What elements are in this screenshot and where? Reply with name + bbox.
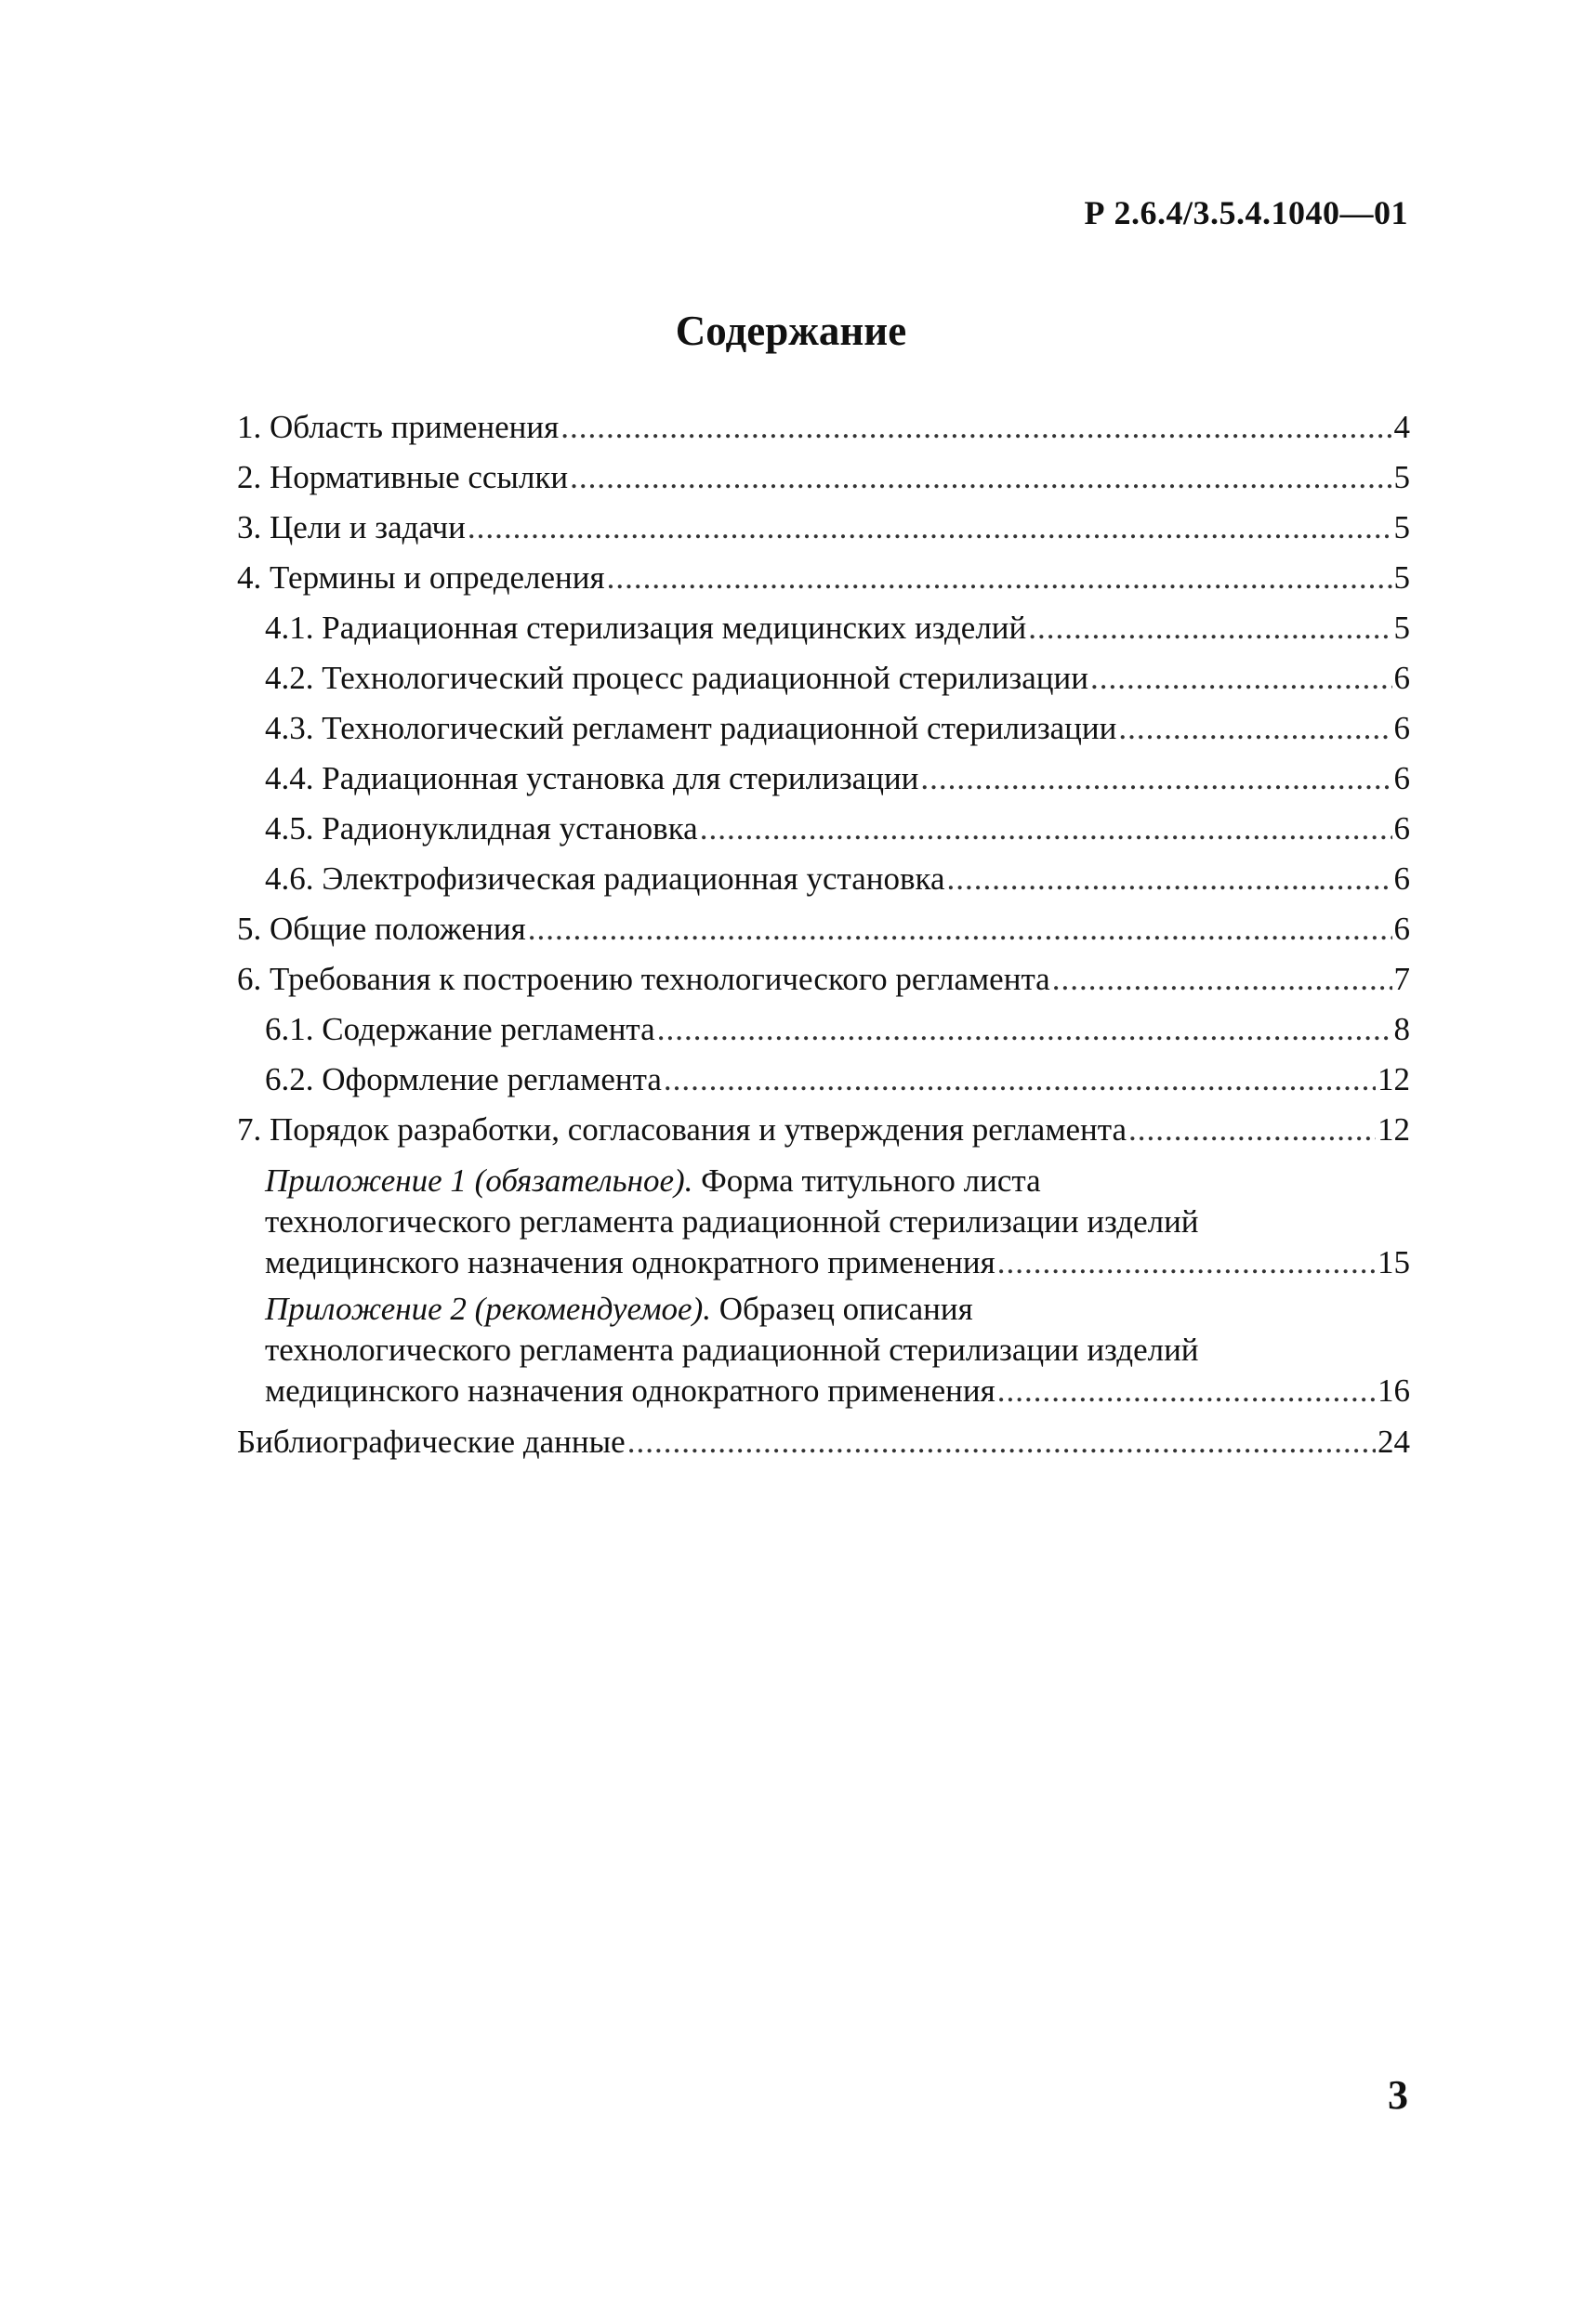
toc-entry-4-1[interactable] [237,603,1410,653]
appendix-heading: Приложение 1 (обязательное). [265,1162,693,1199]
toc-entry-page: 8 [1393,1011,1410,1047]
dot-leader [997,1242,1376,1283]
toc-entry-page: 5 [1393,559,1410,596]
toc-entry-4-2[interactable] [237,653,1410,703]
dot-leader [607,553,1392,603]
toc-entry-label: 3. Цели и задачи [237,509,466,545]
appendix-heading: Приложение 2 (рекомендуемое). [265,1291,711,1327]
toc-entry-label: 4.4. Радиационная установка для стерилизации [265,760,919,796]
document-code: Р 2.6.4/3.5.4.1040—01 [1084,194,1408,231]
dot-leader [664,1055,1376,1105]
toc-entry-page: 16 [1378,1372,1410,1409]
toc-entry-label: 6.2. Оформление регламента [265,1061,662,1097]
toc-entry-4-3[interactable] [237,703,1410,754]
page-title: Содержание [675,308,907,354]
appendix-last-line [265,1242,1410,1283]
appendix-title-line [265,1161,1410,1201]
toc-entry-label: 5. Общие положения [237,911,526,947]
toc-entry-requirements[interactable] [237,954,1410,1004]
toc-entry-label: Библиографические данные [237,1424,626,1460]
toc-entry-4-6[interactable] [237,854,1410,904]
dot-leader [1090,653,1392,703]
dot-leader [468,503,1392,553]
toc-entry-page: 6 [1393,710,1410,746]
toc-entry-label: медицинского назначения однократного применения [265,1244,995,1280]
dot-leader [657,1004,1392,1055]
toc-entry-label: 4.2. Технологический процесс радиационной стерилизации [265,660,1088,696]
dot-leader [997,1371,1376,1411]
page-number: 3 [1388,2072,1408,2118]
toc-entry-page: 5 [1393,459,1410,495]
toc-entry-label: 6.1. Содержание регламента [265,1011,655,1047]
appendix-last-line [265,1371,1410,1411]
toc-entry-bibliography[interactable] [237,1417,1410,1467]
toc-entry-terms[interactable] [237,553,1410,603]
toc-entry-label: 4. Термины и определения [237,559,605,596]
toc-entry-page: 5 [1393,610,1410,646]
dot-leader [1052,954,1392,1004]
toc-entry-label: 1. Область применения [237,409,560,445]
appendix-title-text: Форма титульного листа [692,1162,1041,1199]
dot-leader [560,402,1391,453]
toc-entry-label: 4.6. Электрофизическая радиационная установка [265,860,945,897]
toc-entry-4-5[interactable] [237,804,1410,854]
dot-leader [627,1417,1376,1467]
appendix-title-line: технологического регламента радиационной стерилизации изделий [265,1332,1199,1368]
toc-entry-label: медицинского назначения однократного применения [265,1372,995,1409]
toc-entry-goals[interactable] [237,503,1410,553]
toc-entry-label: 4.1. Радиационная стерилизация медицинских изделий [265,610,1027,646]
dot-leader [1028,603,1391,653]
toc-entry-page: 24 [1378,1424,1410,1460]
appendix-title-text: Образец описания [710,1291,973,1327]
toc-entry-page: 12 [1378,1061,1410,1097]
toc-entry-label: 4.5. Радионуклидная установка [265,810,698,847]
toc-entry-6-2[interactable] [237,1055,1410,1105]
toc-entry-page: 6 [1393,911,1410,947]
toc-entry-page: 4 [1393,409,1410,445]
toc-appendix-2[interactable] [237,1289,1410,1411]
toc-entry-general-provisions[interactable] [237,904,1410,954]
toc-appendix-1[interactable] [237,1161,1410,1283]
toc-entry-scope[interactable] [237,402,1410,453]
toc-entry-page: 7 [1393,961,1410,997]
toc-entry-page: 5 [1393,509,1410,545]
dot-leader [528,904,1392,954]
dot-leader [920,754,1391,804]
toc-entry-4-4[interactable] [237,754,1410,804]
dot-leader [700,804,1392,854]
toc-entry-procedure[interactable] [237,1105,1410,1155]
toc-entry-6-1[interactable] [237,1004,1410,1055]
toc-entry-page: 6 [1393,760,1410,796]
dot-leader [570,453,1391,503]
toc-entry-label: 7. Порядок разработки, согласования и утверждения регламента [237,1111,1127,1148]
toc-entry-label: 6. Требования к построению технологического регламента [237,961,1050,997]
dot-leader [1118,703,1391,754]
table-of-contents [237,402,1410,1467]
toc-entry-page: 6 [1393,860,1410,897]
toc-entry-page: 12 [1378,1111,1410,1148]
toc-entry-label: 4.3. Технологический регламент радиационной стерилизации [265,710,1117,746]
dot-leader [1128,1105,1376,1155]
dot-leader [947,854,1392,904]
toc-entry-page: 6 [1393,660,1410,696]
appendix-title-line [265,1289,1410,1330]
toc-entry-page: 15 [1378,1244,1410,1280]
toc-entry-page: 6 [1393,810,1410,847]
toc-entry-label: 2. Нормативные ссылки [237,459,569,495]
appendix-title-line: технологического регламента радиационной стерилизации изделий [265,1203,1199,1240]
toc-entry-normative-references[interactable] [237,453,1410,503]
